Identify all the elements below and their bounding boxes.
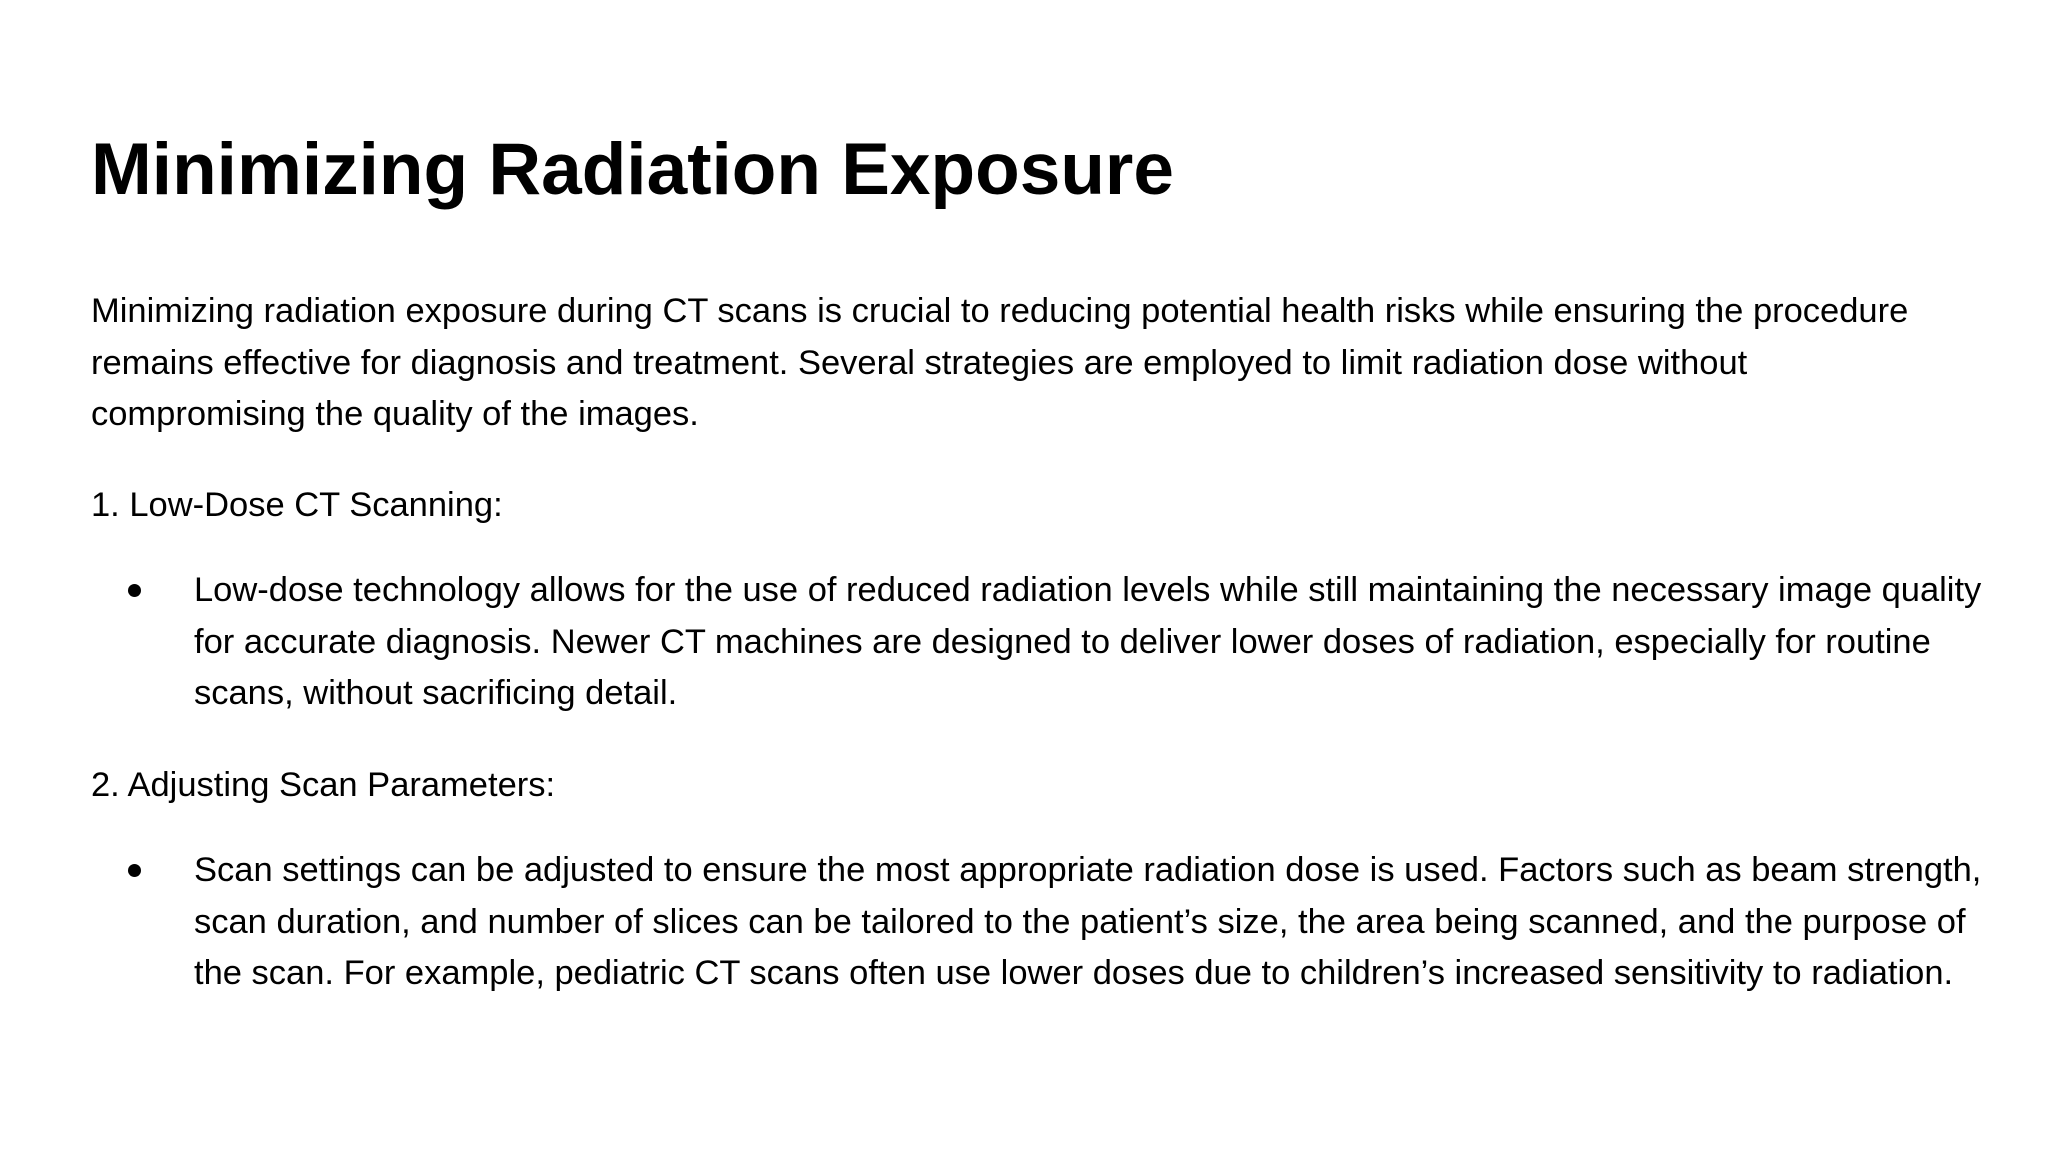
bullet-text: Scan settings can be adjusted to ensure the most appropriate radiation dose is used. Factors such as beam strength, scan duration, and number of slices can be tailored to the patient’s size, the area being scanned, and the purpose of the scan. For example, pediatric CT scans often use lower doses due to children’s increased sensitivity to radiation. bbox=[194, 851, 1982, 992]
bullet-text: Low-dose technology allows for the use of reduced radiation levels while still maintaining the necessary image quality for accurate diagnosis. Newer CT machines are designed to deliver lower doses of radiation, especially for routine scans, without sacrificing detail. bbox=[194, 571, 1982, 712]
intro-paragraph: Minimizing radiation exposure during CT scans is crucial to reducing potential health risks while ensuring the procedure remains effective for diagnosis and treatment. Several strategies are employed to limit radiation dose without compromising the quality of the images. bbox=[91, 292, 1909, 433]
document-page bbox=[91, 0, 1991, 1152]
section-heading-scan-parameters: 2. Adjusting Scan Parameters: bbox=[91, 766, 556, 804]
section-heading-low-dose: 1. Low-Dose CT Scanning: bbox=[91, 486, 503, 524]
bullet-icon bbox=[128, 584, 141, 597]
page-title: Minimizing Radiation Exposure bbox=[91, 129, 1174, 210]
bullet-icon bbox=[128, 864, 141, 877]
